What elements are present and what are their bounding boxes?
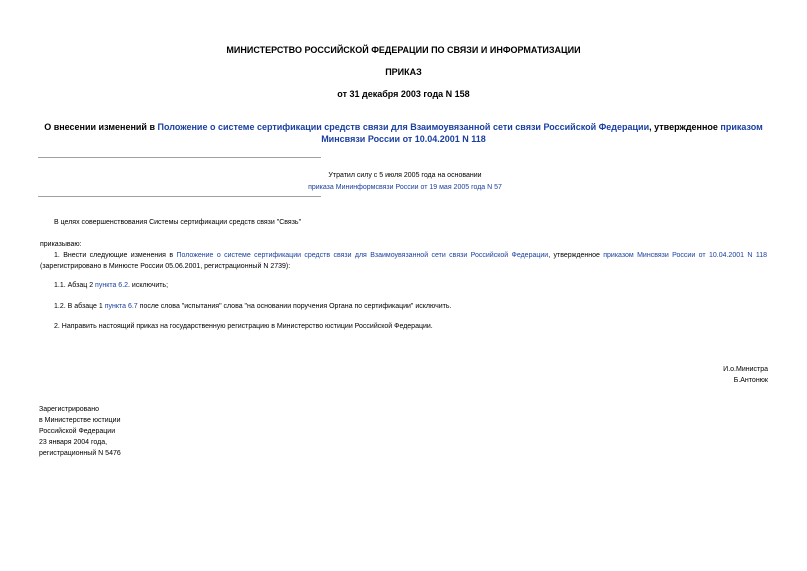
title-middle: , утвержденное [649, 122, 721, 132]
paragraph-1-2 [54, 302, 451, 312]
paragraph-1-line2: (зарегистрировано в Минюсте России 05.06.2001, регистрационный N 2739): [40, 263, 291, 270]
validity-note [295, 170, 515, 194]
registration-line: регистрационный N 5476 [39, 450, 121, 457]
doc-type-heading: ПРИКАЗ [385, 67, 422, 77]
paragraph-2: 2. Направить настоящий приказ на государственную регистрацию в Министерство юстиции Российской Федерации. [54, 323, 433, 330]
registration-line: 23 января 2004 года, [39, 439, 108, 446]
divider-bottom [38, 196, 321, 197]
p12-suffix: после слова "испытания" слова "на основании поручения Органа по сертификации" исключить. [137, 303, 452, 310]
p1-middle: , утвержденное [548, 252, 604, 259]
p11-prefix: 1.1. Абзац 2 [54, 282, 96, 289]
registration-line: Российской Федерации [39, 428, 116, 435]
title-prefix: О внесении изменений в [44, 122, 158, 132]
paragraph-1 [40, 251, 767, 261]
divider-top [38, 157, 321, 158]
document-title [40, 121, 767, 145]
p11-suffix: . исключить; [128, 282, 169, 289]
validity-note-text: Утратил силу с 5 июля 2005 года на основании [328, 172, 482, 179]
p12-prefix: 1.2. В абзаце 1 [54, 303, 105, 310]
validity-note-link[interactable]: приказа Мининформсвязи России от 19 мая 2005 года N 57 [308, 184, 502, 191]
paragraph-1-1 [54, 281, 168, 291]
ministry-heading: МИНИСТЕРСТВО РОССИЙСКОЙ ФЕДЕРАЦИИ ПО СВЯЗИ И ИНФОРМАТИЗАЦИИ [226, 45, 581, 55]
order-word: приказываю: [40, 241, 82, 248]
doc-date-number: от 31 декабря 2003 года N 158 [337, 89, 470, 99]
p1-link-regulation[interactable]: Положение о системе сертификации средств связи для Взаимоувязанной сети связи Российской Федерации [176, 252, 549, 259]
signature-name: Б.Антонюк [733, 377, 768, 384]
p1-prefix: 1. Внести следующие изменения в [54, 252, 177, 259]
registration-block [39, 404, 121, 459]
signature-block [723, 364, 768, 386]
registration-line: в Министерстве юстиции [39, 417, 121, 424]
title-link-order-part2[interactable]: Минсвязи России от 10.04.2001 N 118 [321, 134, 486, 144]
p11-link[interactable]: пункта 6.2 [95, 282, 129, 289]
intro-paragraph: В целях совершенствования Системы сертификации средств связи "Связь" [54, 219, 302, 226]
registration-line: Зарегистрировано [39, 406, 99, 413]
title-link-order-part1[interactable]: приказом [720, 122, 763, 132]
p12-link[interactable]: пункта 6.7 [104, 303, 138, 310]
signature-position: И.о.Министра [723, 366, 768, 373]
p1-link-order[interactable]: приказом Минсвязи России от 10.04.2001 N 118 [603, 252, 767, 259]
title-link-regulation[interactable]: Положение о системе сертификации средств связи для Взаимоувязанной сети связи Российской Федерации [157, 122, 650, 132]
